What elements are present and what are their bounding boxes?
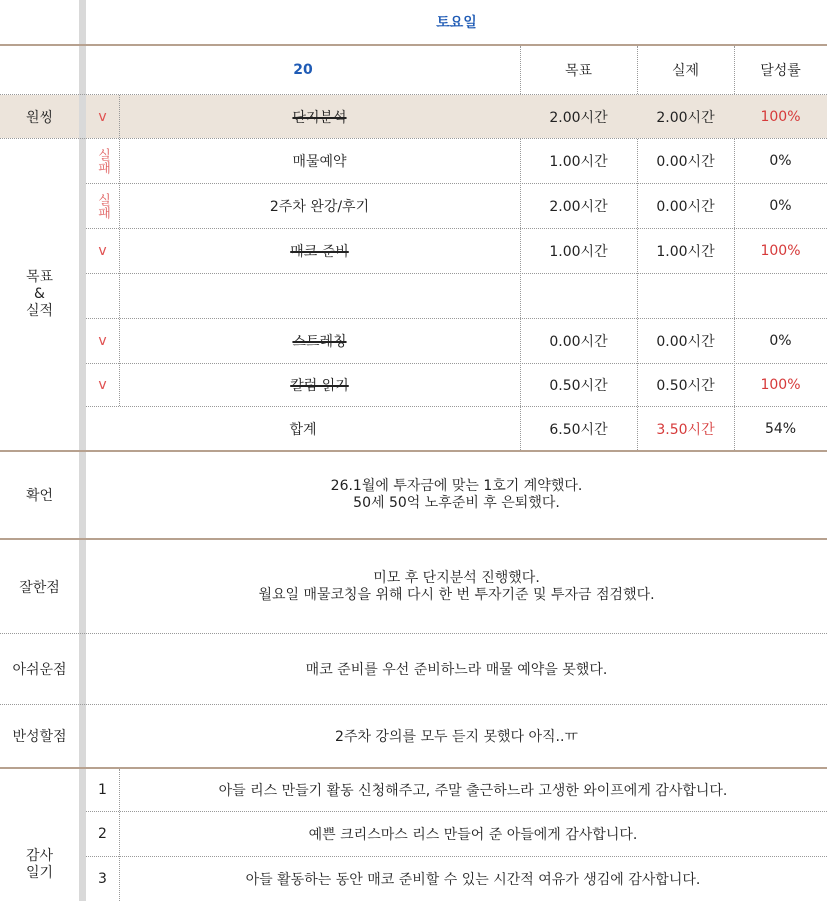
total-label: [86, 407, 520, 450]
regret-text: 매코 준비를 우선 준비하느라 매물 예약을 못했다.: [305, 662, 608, 678]
goals-label-3: 실적: [25, 303, 54, 319]
check-mark: v: [98, 333, 107, 349]
total-rate: [734, 407, 827, 450]
oneshing-actual-value: 2.00시간: [656, 109, 715, 126]
check-mark: v: [98, 377, 107, 393]
total-goal-value: 6.50시간: [549, 421, 608, 438]
actual-header-label: 실제: [671, 63, 700, 79]
affirmation-label: [0, 452, 79, 538]
rate-header: [734, 46, 827, 94]
total-actual: [637, 407, 734, 450]
affirmation-line-2: 50세 50억 노후준비 후 은퇴했다.: [353, 495, 560, 511]
gratitude-num: 3: [98, 871, 107, 887]
date-label: 20: [293, 62, 313, 78]
gratitude-text: 예쁜 크리스마스 리스 만들어 준 아들에게 감사합니다.: [308, 827, 638, 843]
goal-value: 0.00시간: [549, 334, 608, 350]
oneshing-label-text: 원씽: [25, 109, 54, 126]
regret-content: [86, 634, 827, 704]
goal-header-label: 목표: [564, 63, 593, 79]
day-header: [86, 0, 827, 44]
oneshing-actual: [637, 95, 734, 138]
goal-row-6-rate: [734, 364, 827, 406]
goal-row-2-actual: [637, 184, 734, 228]
goal-value: 0.50시간: [549, 378, 608, 394]
rate-value: 100%: [760, 243, 801, 259]
rate-value: 0%: [769, 153, 792, 169]
goal-row-2-rate: [734, 184, 827, 228]
goal-row-1-mark[interactable]: [86, 139, 119, 183]
regret-label: [0, 634, 79, 704]
oneshing-goal-value: 2.00시간: [549, 109, 608, 126]
fail-mark: 실패: [95, 148, 110, 174]
goal-row-1-goal: [520, 139, 637, 183]
goals-label: [0, 139, 79, 450]
check-mark: v: [98, 108, 107, 125]
gratitude-item-2-text: [119, 812, 827, 856]
regret-label-text: 아쉬운점: [12, 662, 67, 678]
total-rate-value: 54%: [764, 420, 797, 437]
actual-value: 0.00시간: [656, 154, 715, 170]
oneshing-rate: [734, 95, 827, 138]
task-text: 매물예약: [292, 154, 347, 170]
oneshing-task-text: 단지분석: [292, 109, 347, 126]
total-goal: [520, 407, 637, 450]
goal-row-6-task: [119, 364, 520, 406]
reflect-label-text: 반성할점: [12, 729, 67, 745]
goal-row-3-actual: [637, 229, 734, 273]
goal-row-1-task: [119, 139, 520, 183]
gratitude-num: 1: [98, 782, 107, 798]
goal-header: [520, 46, 637, 94]
gratitude-label-2: 일기: [25, 865, 54, 881]
goal-row-6-mark[interactable]: [86, 364, 119, 406]
gratitude-num: 2: [98, 826, 107, 842]
total-actual-value: 3.50시간: [656, 421, 715, 438]
goals-label-2: &: [34, 286, 45, 302]
well-done-line-1: 미모 후 단지분석 진행했다.: [373, 569, 540, 586]
affirmation-line-1: 26.1월에 투자금에 맞는 1호기 계약했다.: [330, 478, 583, 494]
goal-value: 1.00시간: [549, 154, 608, 170]
oneshing-rate-value: 100%: [760, 108, 801, 125]
well-done-label-text: 잘한점: [19, 579, 60, 596]
gratitude-item-1-text: [119, 769, 827, 811]
reflect-content: [86, 705, 827, 767]
well-done-content: [86, 540, 827, 633]
total-label-text: 합계: [289, 421, 317, 438]
gratitude-item-2-num: [86, 812, 119, 856]
goal-row-6-actual: [637, 364, 734, 406]
reflect-text: 2주차 강의를 모두 듣지 못했다 아직..ㅠ: [335, 729, 578, 745]
oneshing-label: [0, 95, 79, 138]
actual-value: 0.50시간: [656, 378, 715, 394]
goal-row-3-rate: [734, 229, 827, 273]
affirmation-content: [86, 452, 827, 538]
task-text: 스트레칭: [292, 334, 347, 350]
goal-row-2-goal: [520, 184, 637, 228]
task-text: 칼럼 읽기: [290, 378, 349, 394]
goal-row-2-task: [119, 184, 520, 228]
well-done-label: [0, 540, 79, 633]
actual-value: 0.00시간: [656, 199, 715, 215]
goal-row-5-goal: [520, 319, 637, 363]
oneshing-check[interactable]: [86, 95, 119, 138]
oneshing-goal: [520, 95, 637, 138]
gratitude-item-3-text: [119, 857, 827, 901]
goal-row-5-mark[interactable]: [86, 319, 119, 363]
goal-row-2-mark[interactable]: [86, 184, 119, 228]
actual-value: 1.00시간: [656, 244, 715, 260]
rate-value: 100%: [760, 377, 801, 393]
gratitude-label-1: 감사: [25, 848, 54, 864]
gratitude-label: [0, 769, 79, 901]
goal-value: 2.00시간: [549, 199, 608, 215]
oneshing-task: [119, 95, 520, 138]
goal-row-3-task: [119, 229, 520, 273]
goal-row-1-actual: [637, 139, 734, 183]
gratitude-text: 아들 리스 만들기 활동 신청해주고, 주말 출근하느라 고생한 와이프에게 감사합니다.: [218, 783, 728, 799]
rate-value: 0%: [769, 333, 792, 349]
check-mark: v: [98, 243, 107, 259]
goal-row-1-rate: [734, 139, 827, 183]
fail-mark: 실패: [95, 193, 110, 219]
well-done-line-2: 월요일 매물코칭을 위해 다시 한 번 투자기준 및 투자금 점검했다.: [258, 586, 655, 603]
goal-row-6-goal: [520, 364, 637, 406]
day-title: 토요일: [436, 15, 477, 31]
reflect-label: [0, 705, 79, 767]
goal-row-5-task: [119, 319, 520, 363]
gratitude-item-1-num: [86, 769, 119, 811]
gratitude-text: 아들 활동하는 동안 매코 준비할 수 있는 시간적 여유가 생김에 감사합니다.: [245, 872, 701, 888]
goal-value: 1.00시간: [549, 244, 608, 260]
rate-value: 0%: [769, 198, 792, 214]
gratitude-item-3-num: [86, 857, 119, 901]
goal-row-3-goal: [520, 229, 637, 273]
goals-label-1: 목표: [25, 269, 54, 285]
goal-row-4-task: [119, 274, 520, 318]
goal-row-5-rate: [734, 319, 827, 363]
rate-header-label: 달성률: [760, 63, 801, 79]
task-text: 2주차 완강/후기: [269, 199, 370, 215]
task-text: 매코 준비: [290, 244, 349, 260]
date-cell: [86, 46, 520, 94]
actual-value: 0.00시간: [656, 334, 715, 350]
goal-row-3-mark[interactable]: [86, 229, 119, 273]
goal-row-5-actual: [637, 319, 734, 363]
actual-header: [637, 46, 734, 94]
affirmation-label-text: 확언: [25, 488, 54, 504]
